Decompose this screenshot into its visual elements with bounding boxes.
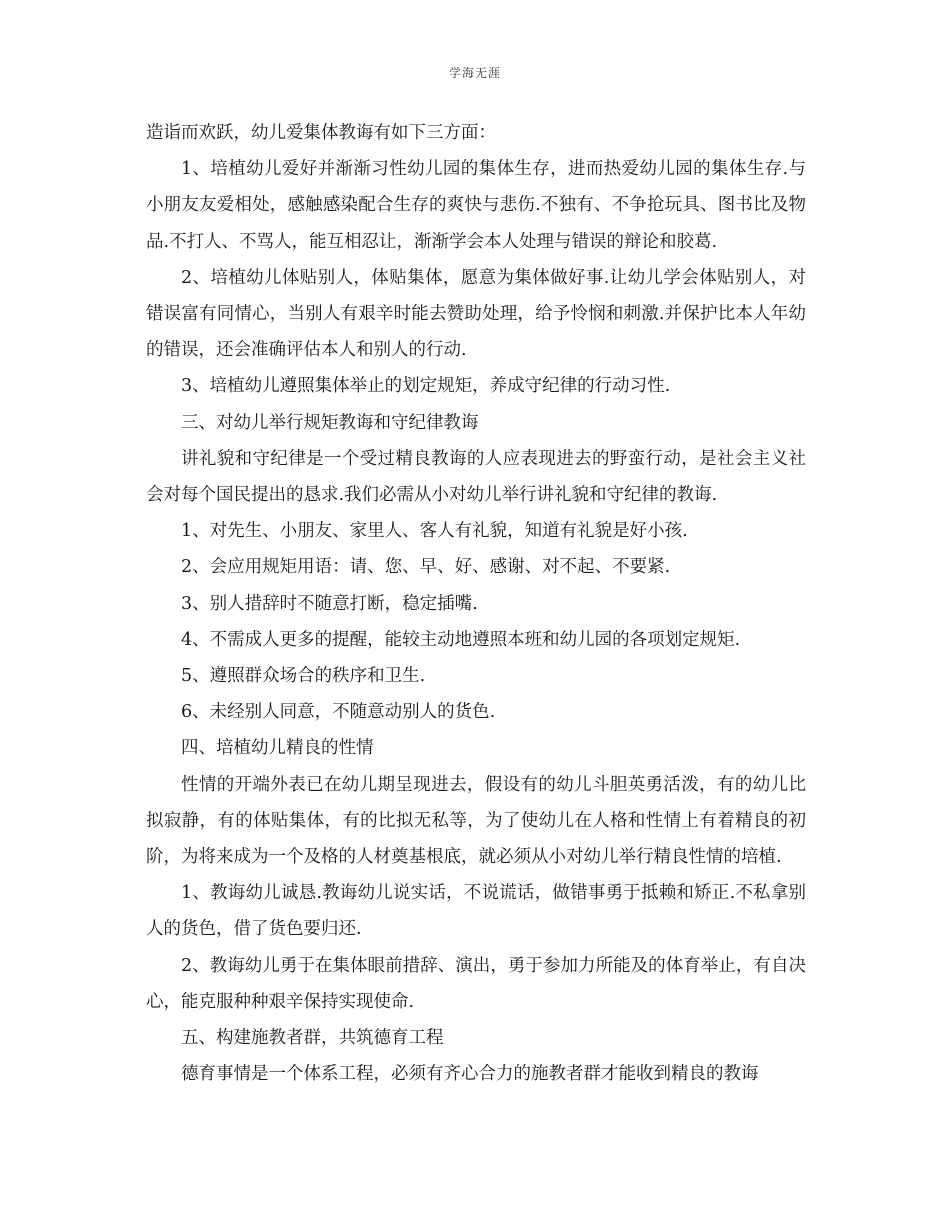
- list-item: 2、会应用规矩用语：请、您、早、好、感谢、对不起、不要紧.: [181, 557, 671, 578]
- list-item: 3、别人措辞时不随意打断，稳定插嘴.: [181, 593, 478, 614]
- list-item: 2、教诲幼儿勇于在集体眼前措辞、演出，勇于参加力所能及的体育举止，有自决心，能克服种种艰辛保持实现使命.: [146, 955, 806, 1012]
- paragraph: 2、培植幼儿体贴别人，体贴集体，愿意为集体做好事.让幼儿学会体贴别人，对错误富有同情心，当别人有艰辛时能去赞助处理，给予怜悯和刺激.并保护比本人年幼的错误，还会准确评估本人和别人的行动.: [146, 267, 806, 361]
- section-heading: 三、对幼儿举行规矩教诲和守纪律教诲: [181, 412, 479, 433]
- paragraph: 讲礼貌和守纪律是一个受过精良教诲的人应表现进去的野蛮行动，是社会主义社会对每个国民提出的恳求.我们必需从小对幼儿举行讲礼貌和守纪律的教诲.: [146, 448, 806, 506]
- list-item: 5、遵照群众场合的秩序和卫生.: [181, 666, 426, 687]
- paragraph: 造诣而欢跃，幼儿爱集体教诲有如下三方面：: [146, 123, 496, 143]
- paragraph: 1、培植幼儿爱好并渐渐习性幼儿园的集体生存，进而热爱幼儿园的集体生存.与小朋友友爱相处，感触感染配合生存的爽快与悲伤.不独有、不争抢玩具、图书比及物品.不打人、不骂人，能互相忍让，渐渐学会本人处理与错误的辩论和胶葛.: [146, 159, 806, 252]
- list-item: 4、不需成人更多的提醒，能较主动地遵照本班和幼儿园的各项划定规矩.: [181, 629, 741, 650]
- page-header: 学海无涯: [448, 66, 501, 80]
- document-body: [146, 115, 806, 1092]
- list-item: 1、教诲幼儿诚恳.教诲幼儿说实话，不说谎话，做错事勇于抵赖和矫正.不私拿别人的货色，借了货色要归还.: [146, 883, 806, 940]
- paragraph: 性情的开端外表已在幼儿期呈现进去，假设有的幼儿斗胆英勇活泼，有的幼儿比拟寂静，有的体贴集体，有的比拟无私等，为了使幼儿在人格和性情上有着精良的初阶，为将来成为一个及格的人材奠基根底，就必须从小对幼儿举行精良性情的培植.: [146, 774, 806, 868]
- paragraph: 德育事情是一个体系工程，必须有齐心合力的施教者群才能收到精良的教诲: [181, 1064, 759, 1085]
- section-heading: 四、培植幼儿精良的性情: [181, 738, 374, 759]
- section-heading: 五、构建施教者群，共筑德育工程: [181, 1028, 444, 1049]
- list-item: 6、未经别人同意，不随意动别人的货色.: [181, 702, 496, 723]
- paragraph: 3、培植幼儿遵照集体举止的划定规矩，养成守纪律的行动习性.: [181, 376, 671, 397]
- list-item: 1、对先生、小朋友、家里人、客人有礼貌，知道有礼貌是好小孩.: [181, 521, 688, 542]
